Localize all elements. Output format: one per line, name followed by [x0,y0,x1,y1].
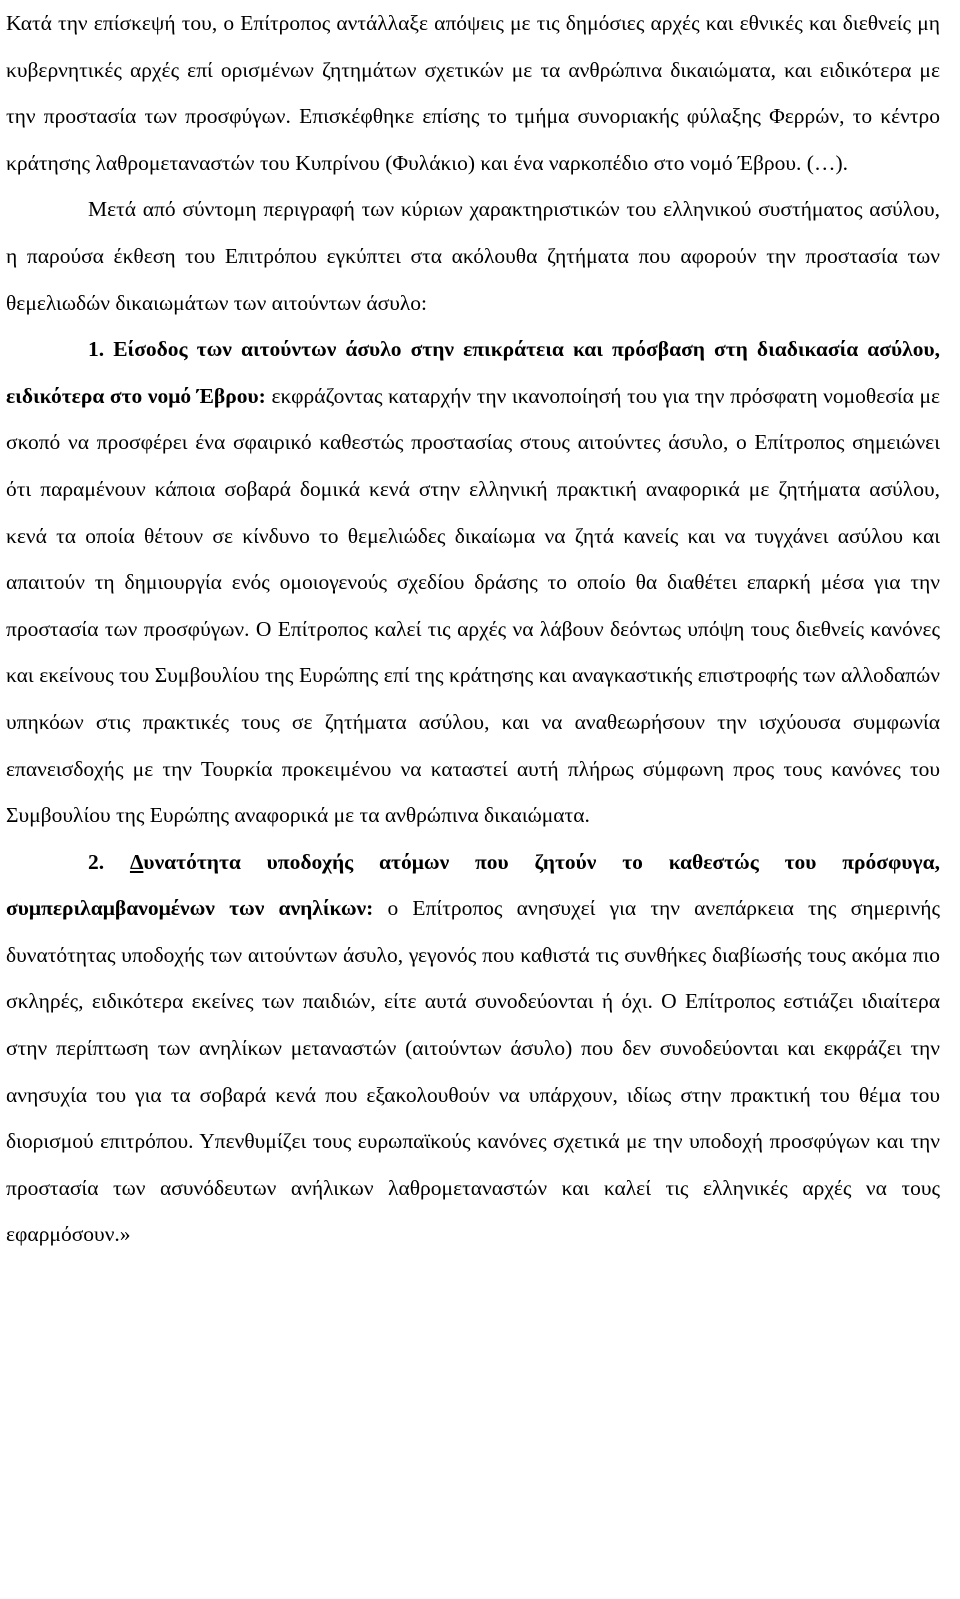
list-item-2-heading-initial: Δ [129,849,144,874]
list-item-1-number: 1. [88,337,105,362]
list-item-2-number: 2. [88,849,105,874]
list-item-2 [6,839,940,1258]
list-item-1 [6,326,940,839]
list-item-2-heading: υνατότητα υποδοχής ατόμων που ζητούν το καθεστώς του πρόσφυγα, συμπεριλαμβανομένων των ανηλίκων: [6,849,940,921]
paragraph-report-overview: Μετά από σύντομη περιγραφή των κύριων χαρακτηριστικών του ελληνικού συστήματος ασύλου, η παρούσα έκθεση του Επιτρόπου εγκύπτει στα ακόλουθα ζητήματα που αφορούν την προστασία των θεμελιωδών δικαιωμάτων των αιτούντων άσυλο: [6,197,940,315]
list-item-2-body: ο Επίτροπος ανησυχεί για την ανεπάρκεια της σημερινής δυνατότητας υποδοχής των αιτούντων άσυλο, γεγονός που καθιστά τις συνθήκες διαβίωσής τους ακόμα πιο σκληρές, ειδικότερα εκείνες των παιδιών, είτε αυτά συνοδεύονται ή όχι. Ο Επίτροπος εστιάζει ιδιαίτερα στην περίπτωση των ανηλίκων μεταναστών (αιτούντων άσυλο) που δεν συνοδεύονται και εκφράζει την ανησυχία του για τα σοβαρά κενά που εξακολουθούν να υπάρχουν, ιδίως στην πρακτική του θέμα του διορισμού επιτρόπου. Υπενθυμίζει τους ευρωπαϊκούς κανόνες σχετικά με την υποδοχή προσφύγων και την προστασία των ασυνόδευτων ανήλικων λαθρομεταναστών και καλεί τις ελληνικές αρχές να τους εφαρμόσουν.» [6,896,940,1247]
list-item-1-heading: Είσοδος των αιτούντων άσυλο στην επικράτεια και πρόσβαση στη διαδικασία ασύλου, ειδικότερα στο νομό Έβρου: [6,337,940,408]
list-item-1-body: εκφράζοντας καταρχήν την ικανοποίησή του για την πρόσφατη νομοθεσία με σκοπό να προσφέρει ένα σφαιρικό καθεστώς προστασίας στους αιτούντες άσυλο, ο Επίτροπος σημειώνει ότι παραμένουν κάποια σοβαρά δομικά κενά στην ελληνική πρακτική αναφορικά με ζητήματα ασύλου, κενά τα οποία θέτουν σε κίνδυνο το θεμελιώδες δικαίωμα να ζητά κανείς και να τυγχάνει ασύλου και απαιτούν τη δημιουργία ενός ομοιογενούς σχεδίου δράσης το οποίο θα διαθέτει επαρκή μέσα για την προστασία των προσφύγων. Ο Επίτροπος καλεί τις αρχές να λάβουν δεόντως υπόψη τους διεθνείς κανόνες και εκείνους του Συμβουλίου της Ευρώπης επί της κράτησης και αναγκαστικής επιστροφής των αλλοδαπών υπηκόων στις πρακτικές τους σε ζητήματα ασύλου, και να αναθεωρήσουν την ισχύουσα συμφωνία επανεισδοχής με την Τουρκία προκειμένου να καταστεί αυτή πλήρως σύμφωνη προς τους κανόνες του Συμβουλίου της Ευρώπης αναφορικά με τα ανθρώπινα δικαιώματα. [6,383,941,828]
document-page [6,0,940,1258]
paragraph-visit-summary: Κατά την επίσκεψή του, ο Επίτροπος αντάλλαξε απόψεις με τις δημόσιες αρχές και εθνικές και διεθνείς μη κυβερνητικές αρχές επί ορισμένων ζητημάτων σχετικών με τα ανθρώπινα δικαιώματα, και ειδικότερα με την προστασία των προσφύγων. Επισκέφθηκε επίσης το τμήμα συνοριακής φύλαξης Φερρών, το κέντρο κράτησης λαθρομεταναστών του Κυπρίνου (Φυλάκιο) και ένα ναρκοπέδιο στο νομό Έβρου. (…). [6,11,940,175]
